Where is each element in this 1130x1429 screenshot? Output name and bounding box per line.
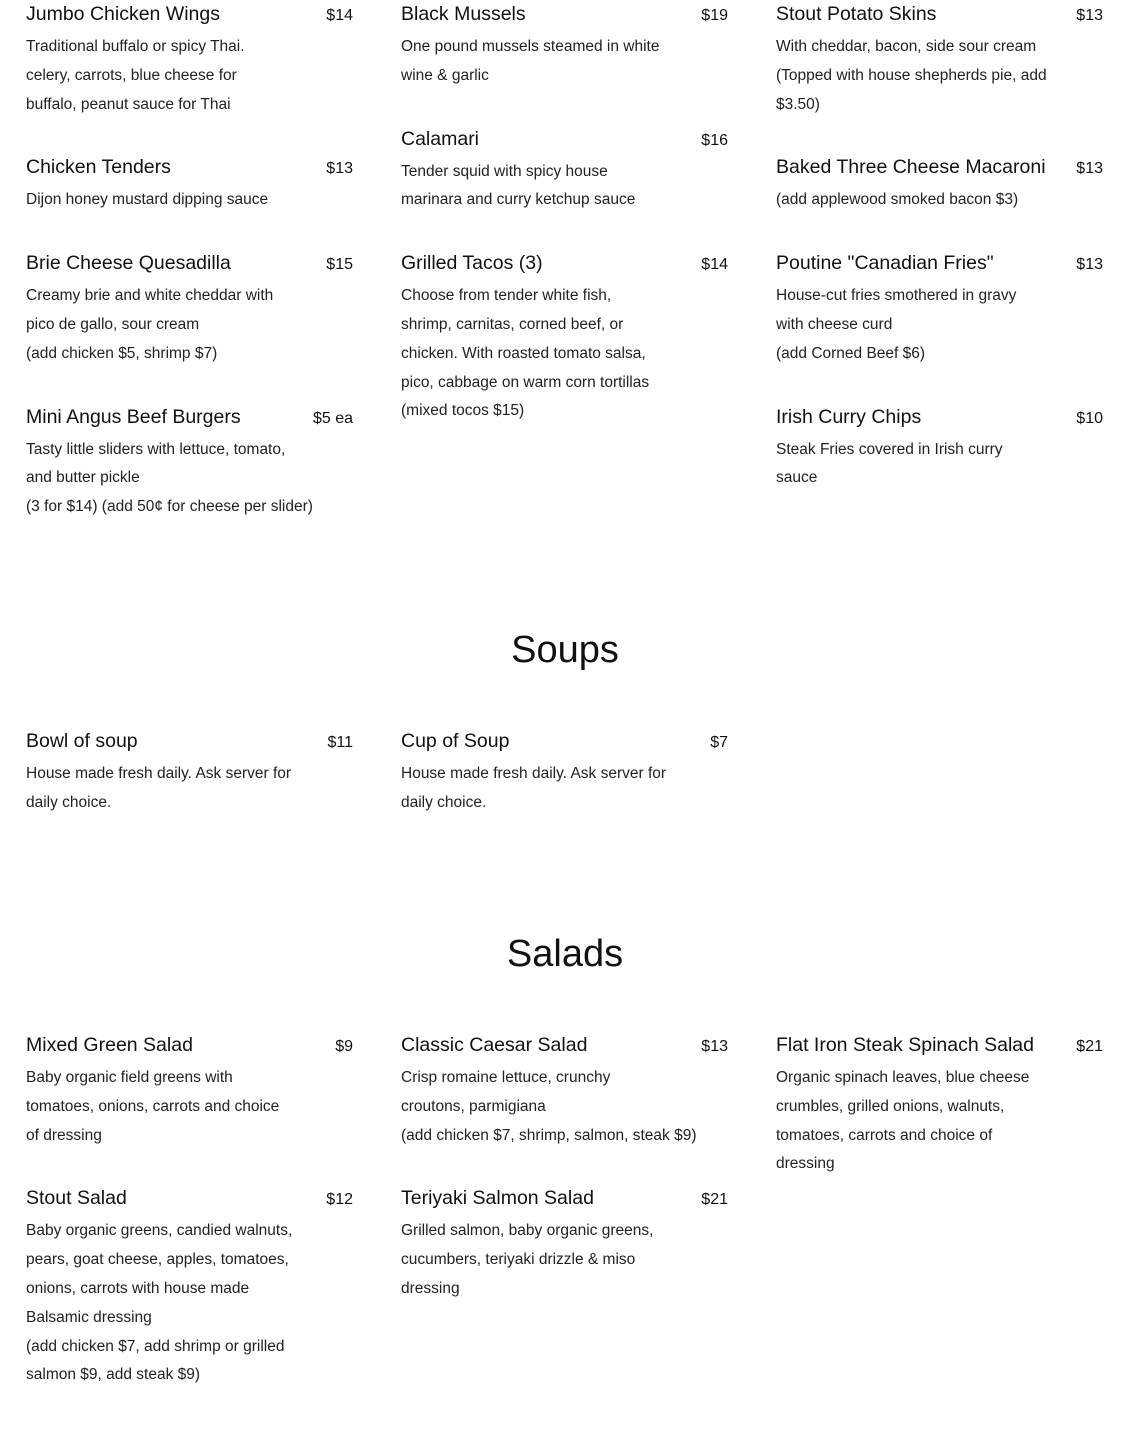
menu-item-description-line: Tender squid with spicy house [401,162,608,180]
menu-item-header [401,250,728,277]
menu-item-header [401,1,728,28]
menu-item-description [26,1217,311,1390]
menu-item-header [776,1,1103,28]
menu-item-price: $9 [335,1038,353,1055]
salads-grid [26,1032,1104,1425]
menu-item-description-line: buffalo, peanut sauce for Thai [26,95,231,113]
menu-item-header [776,1032,1103,1059]
menu-item-description-line: House made fresh daily. Ask server for [401,765,667,782]
menu-item-price: $13 [1076,7,1103,24]
menu-item-price: $7 [710,734,728,751]
menu-item-description-line: of dressing [26,1126,102,1144]
menu-item-description-line: celery, carrots, blue cheese for [26,66,237,84]
menu-item-description [26,33,311,119]
menu-item-description-line: One pound mussels steamed in white [401,38,660,55]
menu-item-description-line: cucumbers, teriyaki drizzle & miso [401,1251,636,1269]
menu-item-description-line: pears, goat cheese, apples, tomatoes, [26,1251,289,1269]
menu-item-price: $11 [327,734,353,751]
menu-item-description [401,1064,697,1150]
menu-item [401,250,728,426]
menu-item-description-line: wine & garlic [401,66,489,84]
menu-item-header [401,1032,728,1059]
menu-item [26,1032,353,1150]
menu-item-price: $19 [701,7,728,24]
menu-item-description [401,33,686,91]
salads-column-2 [401,1032,728,1339]
menu-item-price: $10 [1076,409,1103,427]
menu-item-name: Irish Curry Chips [776,405,922,428]
menu-item-description-line: $3.50) [776,95,820,113]
menu-item [26,1185,353,1390]
menu-item-description-line: (add applewood smoked bacon $3) [776,191,1019,209]
menu-item-description-line: (3 for $14) (add 50¢ for cheese per slider) [26,498,313,516]
menu-item-header [26,154,353,181]
menu-item [26,1,353,119]
menu-item-description [401,282,686,426]
menu-item-description [26,186,311,215]
menu-item-price: $21 [1076,1038,1103,1055]
menu-item-description-line: tomatoes, onions, carrots and choice [26,1097,280,1115]
menu-item-description [776,436,1061,494]
menu-item-description-line: (add chicken $7, shrimp, salmon, steak $9) [401,1126,697,1144]
menu-item [776,154,1103,215]
section-title-salads: Salads [506,933,624,975]
menu-item-name: Flat Iron Steak Spinach Salad [776,1034,1034,1056]
menu-item-description-line: Tasty little sliders with lettuce, tomato, [26,440,286,458]
menu-item-header [776,154,1103,181]
menu-item-description-line: Balsamic dressing [26,1308,152,1326]
menu-item [776,404,1103,494]
menu-item-description-line: (mixed tocos $15) [401,402,525,420]
menu-item-header [26,1032,353,1059]
menu-item-description-line: Creamy brie and white cheddar with [26,287,274,305]
menu-item-description [26,282,311,368]
menu-item [26,728,353,818]
menu-item-price: $15 [326,256,353,274]
menu-item-description [776,186,1061,215]
menu-item-price: $13 [1076,256,1103,274]
menu-item-header [401,1185,728,1212]
menu-item [401,126,728,216]
menu-item-name: Black Mussels [401,3,526,25]
menu-item-name: Chicken Tenders [26,156,171,179]
menu-item-description [401,760,686,818]
menu-item [401,1185,728,1303]
menu-item-name: Mixed Green Salad [26,1034,193,1056]
section-title-soups: Soups [511,629,619,671]
menu-item-header [26,1,353,28]
menu-item [776,1032,1103,1179]
menu-item-price: $14 [326,7,353,24]
menu-item-price: $14 [701,256,728,274]
menu-item-description-line: Crisp romaine lettuce, crunchy [401,1069,611,1086]
menu-item-description [26,436,311,522]
menu-item-name: Jumbo Chicken Wings [26,3,220,25]
menu-item-description-line: dressing [401,1279,460,1297]
menu-item-name: Stout Potato Skins [776,3,937,25]
menu-item-header [401,126,728,153]
menu-item-name: Mini Angus Beef Burgers [26,405,241,428]
menu-item-description-line: House made fresh daily. Ask server for [26,765,292,782]
menu-item-description-line: (add chicken $5, shrimp $7) [26,344,218,362]
menu-item-description-line: with cheese curd [776,315,893,333]
menu-item [26,404,353,522]
menu-item-description [26,1064,311,1150]
menu-item-description-line: onions, carrots with house made [26,1279,250,1297]
menu-item-name: Baked Three Cheese Macaroni [776,156,1046,179]
menu-item-description-line: Baby organic greens, candied walnuts, [26,1222,293,1240]
menu-item-price: $13 [326,160,353,178]
menu-item-description-line: Choose from tender white fish, [401,287,612,305]
menu-item-description [776,282,1061,368]
menu-item-description-line: tomatoes, carrots and choice of [776,1126,993,1144]
menu-item-description-line: pico de gallo, sour cream [26,315,200,333]
menu-item-header [776,250,1103,277]
menu-item-name: Bowl of soup [26,730,138,752]
menu-item [776,250,1103,368]
menu-item-description-line: daily choice. [26,793,112,811]
appetizers-grid [26,1,1104,557]
menu-item-description [401,1217,686,1303]
menu-item-description-line: dressing [776,1155,835,1173]
menu-item-description-line: (add chicken $7, add shrimp or grilled [26,1337,285,1355]
menu-item-description-line: Grilled salmon, baby organic greens, [401,1222,654,1240]
menu-item-price: $16 [701,131,728,149]
salads-column-3 [776,1032,1103,1214]
menu-item-header [26,1185,353,1212]
menu-item-description-line: House-cut fries smothered in gravy [776,287,1017,305]
menu-item-header [776,404,1103,431]
menu-item-name: Grilled Tacos (3) [401,252,543,275]
menu-item-name: Teriyaki Salmon Salad [401,1187,594,1210]
menu-item-price: $13 [1076,160,1103,178]
menu-item-description-line: Baby organic field greens with [26,1069,233,1086]
menu-item-price: $21 [701,1191,728,1209]
menu-item-name: Brie Cheese Quesadilla [26,252,231,275]
menu-item-price: $5 ea [312,409,353,427]
menu-item-description-line: salmon $9, add steak $9) [26,1366,201,1384]
menu-item-name: Calamari [401,127,480,150]
appetizers-column-2 [401,1,728,461]
salads-column-1 [26,1032,353,1425]
menu-item-description-line: daily choice. [401,793,487,811]
menu-item-description-line: Traditional buffalo or spicy Thai. [26,38,245,55]
menu-item-name: Poutine "Canadian Fries" [776,252,994,275]
menu-item-description-line: Organic spinach leaves, blue cheese [776,1069,1030,1086]
menu-item-description-line: pico, cabbage on warm corn tortillas [401,373,650,391]
menu-item-description-line: Steak Fries covered in Irish curry [776,440,1003,458]
menu-item-description-line: Dijon honey mustard dipping sauce [26,191,269,209]
menu-item-description-line: (Topped with house shepherds pie, add [776,66,1047,84]
menu-item [26,154,353,215]
menu-item-description-line: shrimp, carnitas, corned beef, or [401,315,624,333]
menu-item-description-line: sauce [776,469,818,487]
menu-item-name: Stout Salad [26,1187,127,1210]
menu-item [401,728,728,818]
menu-item-description [776,33,1061,119]
menu-item-description-line: (add Corned Beef $6) [776,344,926,362]
menu-item-header [26,404,353,431]
menu-item-description-line: marinara and curry ketchup sauce [401,191,636,209]
menu-item-description [26,760,311,818]
menu-item-description-line: and butter pickle [26,469,140,487]
menu-item-header [26,728,353,755]
soups-column-2 [401,728,728,853]
soups-grid [26,728,1104,853]
menu-item-description-line: crumbles, grilled onions, walnuts, [776,1097,1005,1115]
menu-item-description [401,158,686,216]
menu-item [401,1,728,91]
soups-column-1 [26,728,353,853]
menu-item-description-line: chicken. With roasted tomato salsa, [401,344,646,362]
menu-item-header [26,250,353,277]
menu-item-description [776,1064,1061,1179]
menu-item-description-line: croutons, parmigiana [401,1097,546,1115]
appetizers-column-1 [26,1,353,557]
appetizers-column-3 [776,1,1103,528]
menu-item [26,250,353,368]
menu-item-price: $12 [326,1191,353,1209]
menu-item-name: Classic Caesar Salad [401,1034,588,1056]
menu-item-name: Cup of Soup [401,730,510,752]
menu-item-description-line: With cheddar, bacon, side sour cream [776,38,1037,55]
menu-item [776,1,1103,119]
menu-item-header [401,728,728,755]
menu-item [401,1032,728,1150]
menu-item-price: $13 [701,1038,728,1055]
